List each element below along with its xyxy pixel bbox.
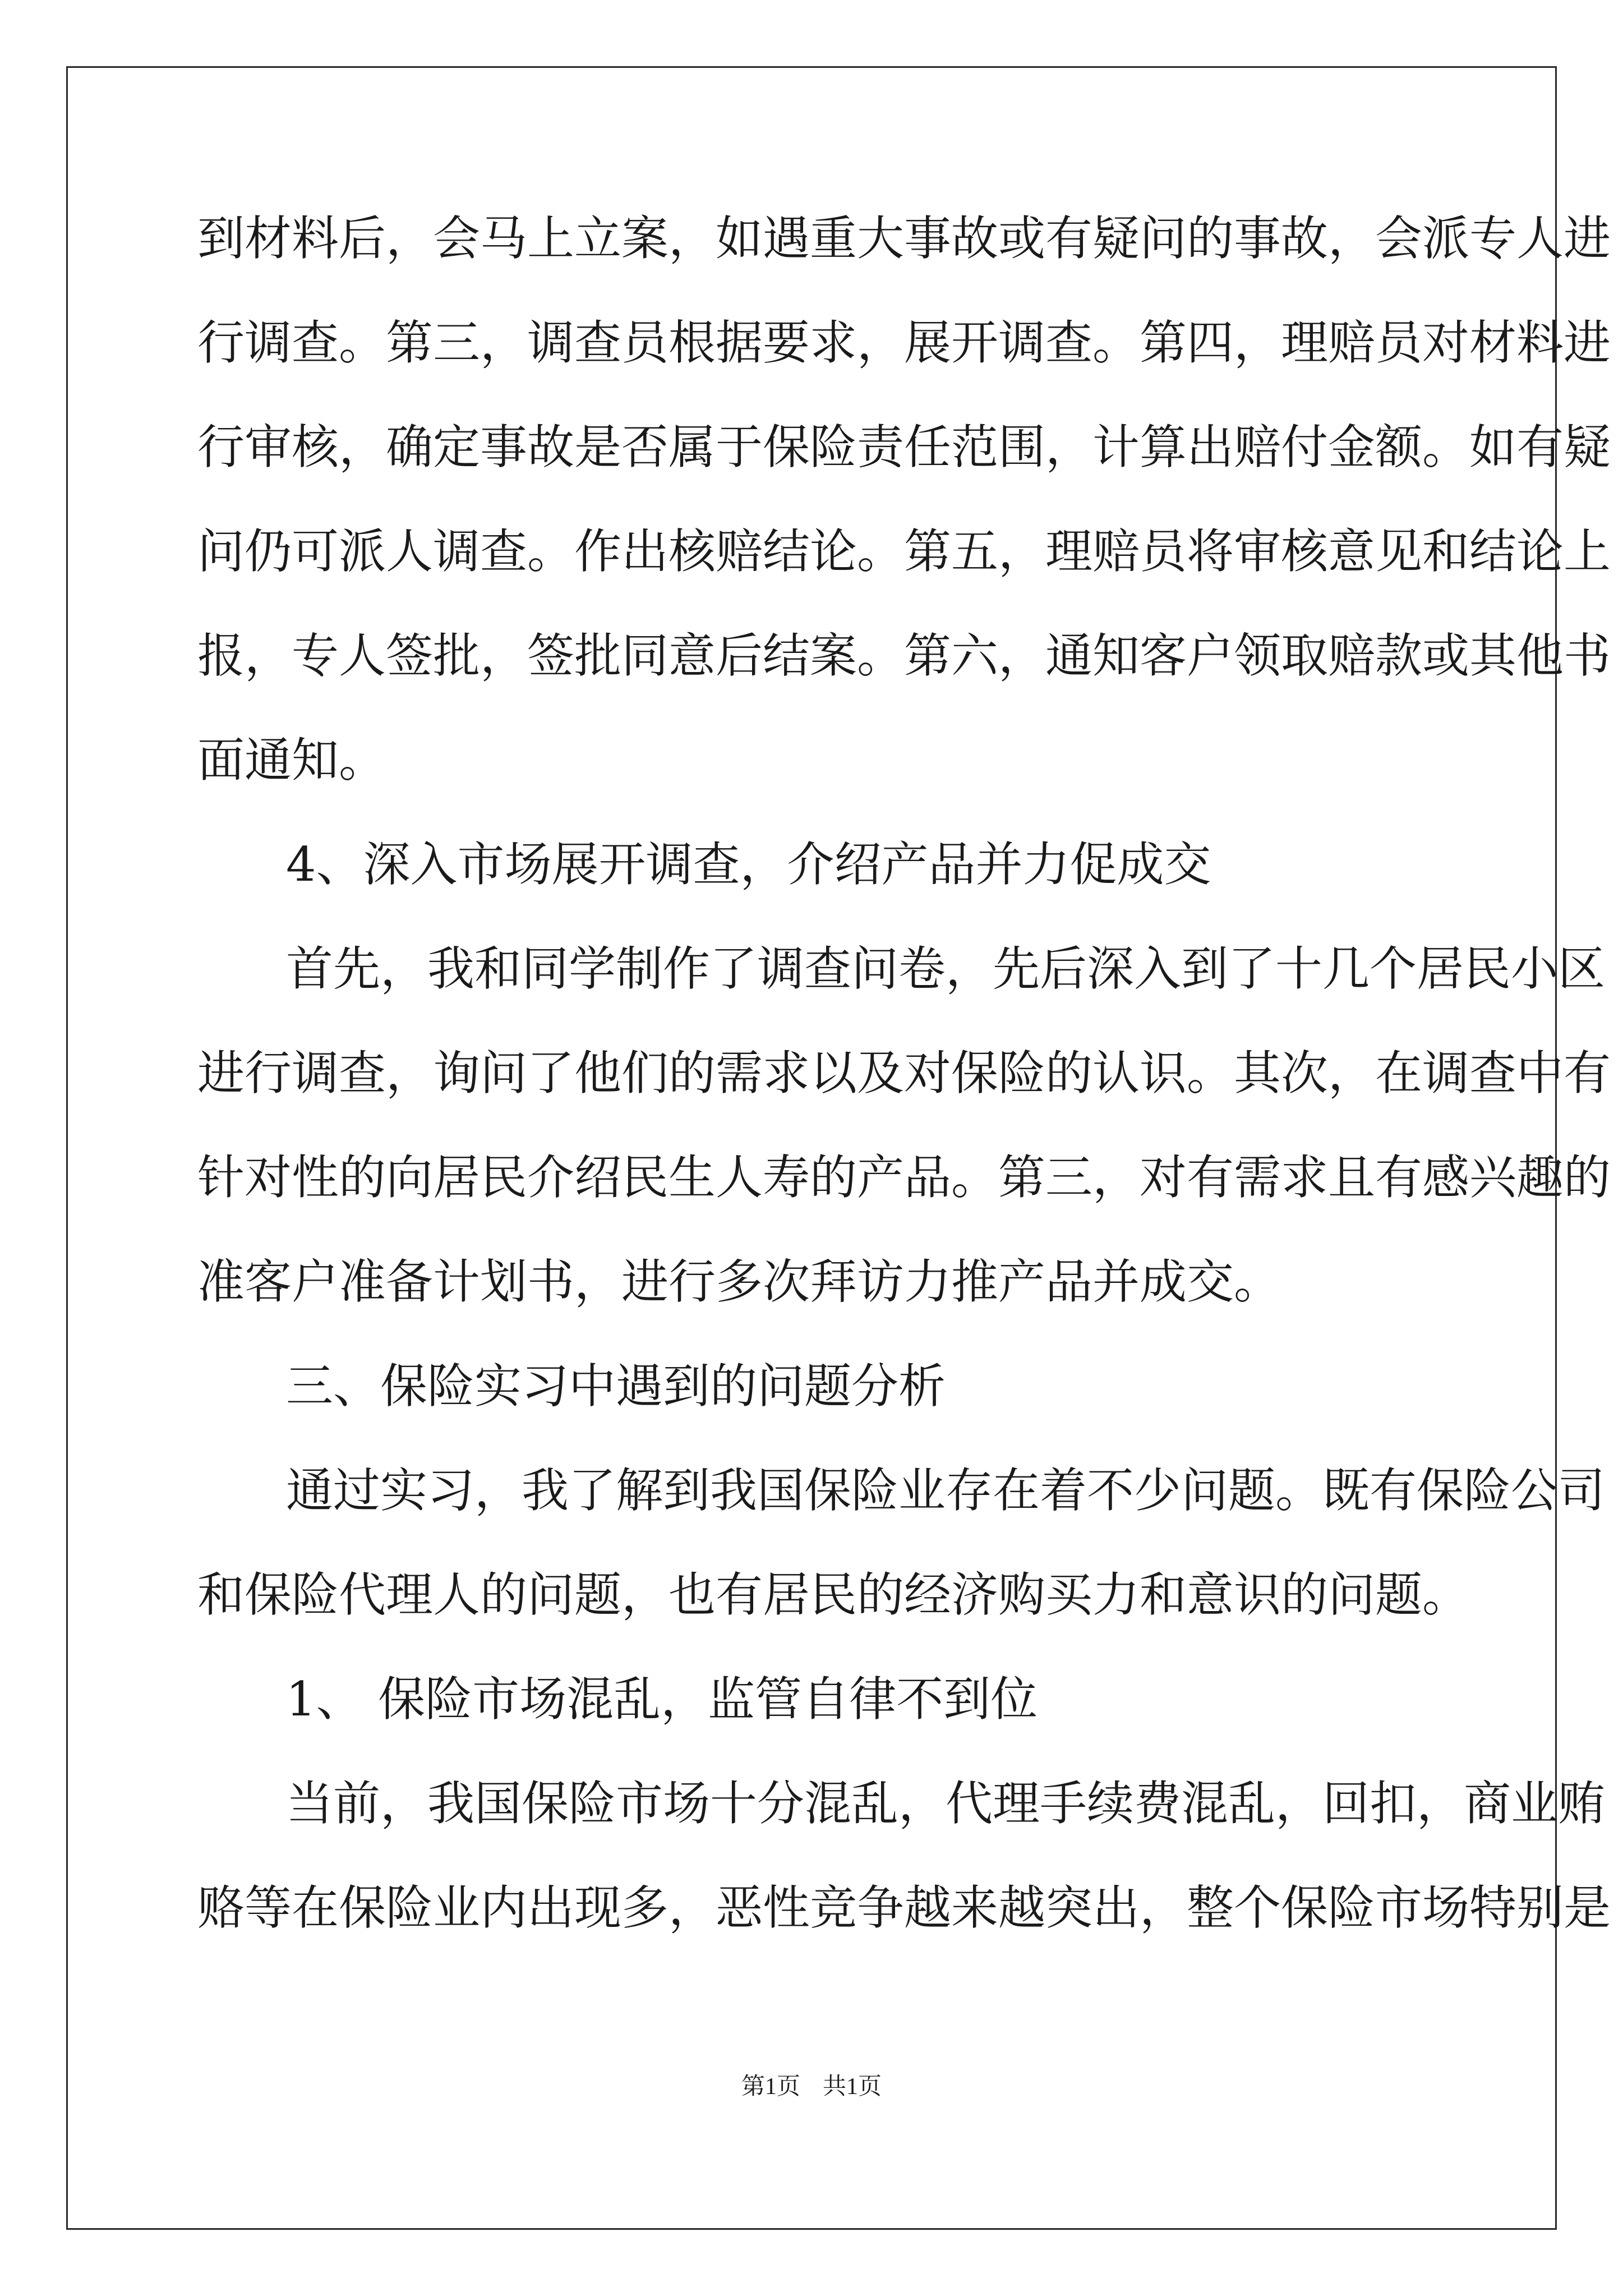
text-line: 报，专人签批，签批同意后结案。第六，通知客户领取赔款或其他书 xyxy=(197,628,1611,683)
section-heading: 1、 保险市场混乱，监管自律不到位 xyxy=(286,1672,1038,1727)
text-line: 进行调查，询问了他们的需求以及对保险的认识。其次，在调查中有 xyxy=(197,1046,1611,1101)
text-line: 和保险代理人的问题，也有居民的经济购买力和意识的问题。 xyxy=(197,1567,1470,1622)
text-line: 准客户准备计划书，进行多次拜访力推产品并成交。 xyxy=(197,1254,1281,1309)
text-line: 通过实习，我了解到我国保险业存在着不少问题。既有保险公司 xyxy=(286,1463,1606,1518)
text-line: 面通知。 xyxy=(197,733,386,788)
text-line: 行调查。第三，调查员根据要求，展开调查。第四，理赔员对材料进 xyxy=(197,315,1611,370)
text-line: 首先，我和同学制作了调查问卷，先后深入到了十几个居民小区 xyxy=(286,941,1606,996)
section-heading: 三、保险实习中遇到的问题分析 xyxy=(286,1359,946,1414)
text-line: 赂等在保险业内出现多，恶性竞争越来越突出，整个保险市场特别是 xyxy=(197,1880,1611,1935)
text-line: 行审核，确定事故是否属于保险责任范围，计算出赔付金额。如有疑 xyxy=(197,420,1611,475)
page-footer xyxy=(0,2070,1623,2104)
text-line: 针对性的向居民介绍民生人寿的产品。第三，对有需求且有感兴趣的 xyxy=(197,1150,1611,1205)
page-total: 共1页 xyxy=(823,2074,882,2100)
page-number: 第1页 xyxy=(741,2074,800,2100)
text-line: 问仍可派人调查。作出核赔结论。第五，理赔员将审核意见和结论上 xyxy=(197,524,1611,579)
text-line: 到材料后，会马上立案，如遇重大事故或有疑问的事故，会派专人进 xyxy=(197,211,1611,266)
document-body xyxy=(197,208,1611,1981)
text-line: 当前，我国保险市场十分混乱，代理手续费混乱，回扣，商业贿 xyxy=(286,1776,1606,1831)
section-heading: 4、深入市场展开调查，介绍产品并力促成交 xyxy=(286,837,1211,892)
